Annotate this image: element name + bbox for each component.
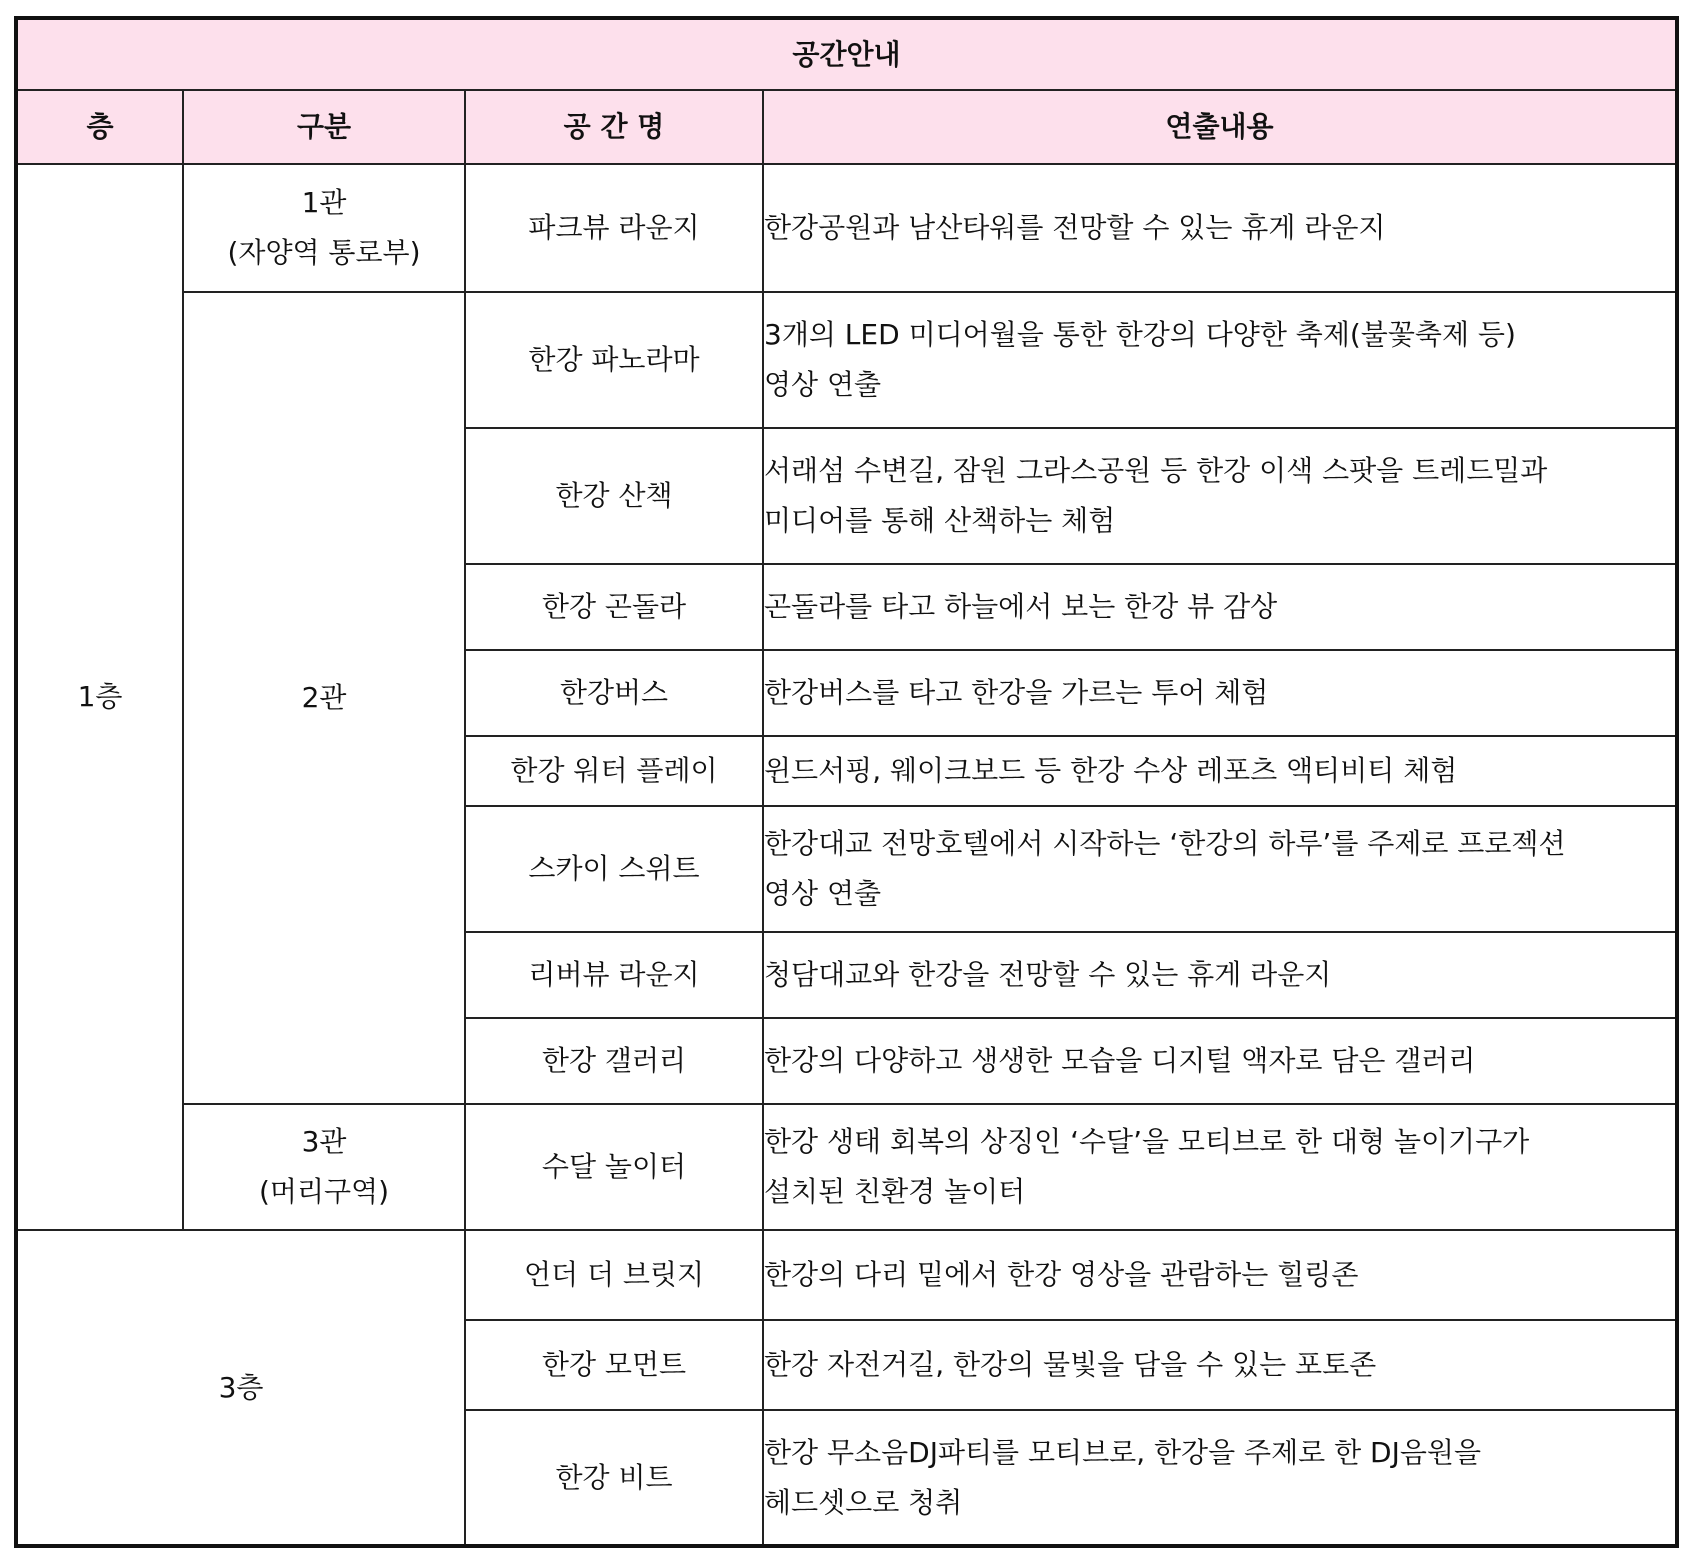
table-row — [16, 292, 1677, 428]
space-name: 한강 곤돌라 — [465, 564, 763, 650]
description-line: 한강대교 전망호텔에서 시작하는 ‘한강의 하루’를 주제로 프로젝션 — [764, 827, 1566, 860]
space-description: 한강공원과 남산타워를 전망할 수 있는 휴게 라운지 — [763, 164, 1677, 292]
floor-3-cell: 3층 — [16, 1230, 465, 1546]
space-name: 한강 워터 플레이 — [465, 736, 763, 806]
section-2-cell: 2관 — [183, 292, 465, 1104]
description-line: 영상 연출 — [764, 368, 882, 401]
floor-1-cell: 1층 — [16, 164, 183, 1230]
space-description — [763, 1104, 1677, 1230]
space-name: 한강버스 — [465, 650, 763, 736]
table-row — [16, 1104, 1677, 1230]
space-name: 수달 놀이터 — [465, 1104, 763, 1230]
section-1-cell — [183, 164, 465, 292]
space-name: 한강 파노라마 — [465, 292, 763, 428]
space-description: 윈드서핑, 웨이크보드 등 한강 수상 레포츠 액티비티 체험 — [763, 736, 1677, 806]
space-name: 한강 산책 — [465, 428, 763, 564]
description-line: 한강 생태 회복의 상징인 ‘수달’을 모티브로 한 대형 놀이기구가 — [764, 1125, 1530, 1158]
section-1-area: (자양역 통로부) — [227, 236, 421, 269]
space-description: 한강 자전거길, 한강의 물빛을 담을 수 있는 포토존 — [763, 1320, 1677, 1410]
space-name: 언더 더 브릿지 — [465, 1230, 763, 1320]
description-line: 한강 무소음DJ파티를 모티브로, 한강을 주제로 한 DJ음원을 — [764, 1435, 1481, 1469]
section-3-cell — [183, 1104, 465, 1230]
space-description — [763, 1410, 1677, 1546]
space-description — [763, 806, 1677, 932]
table-row — [16, 164, 1677, 292]
space-description — [763, 292, 1677, 428]
section-3-area: (머리구역) — [258, 1175, 390, 1208]
description-line: 헤드셋으로 청취 — [764, 1485, 963, 1519]
space-name: 리버뷰 라운지 — [465, 932, 763, 1018]
table-row — [16, 1230, 1677, 1320]
title-row — [16, 18, 1677, 90]
space-description: 한강의 다리 밑에서 한강 영상을 관람하는 힐링존 — [763, 1230, 1677, 1320]
description-line: 3개의 LED 미디어월을 통한 한강의 다양한 축제(불꽃축제 등) — [764, 318, 1516, 351]
space-name: 한강 갤러리 — [465, 1018, 763, 1104]
header-section: 구분 — [183, 90, 465, 164]
section-1-name: 1관 — [301, 186, 347, 219]
description-line: 설치된 친환경 놀이터 — [764, 1175, 1026, 1208]
section-3-name: 3관 — [301, 1125, 347, 1158]
space-name: 파크뷰 라운지 — [465, 164, 763, 292]
space-name: 스카이 스위트 — [465, 806, 763, 932]
header-row — [16, 90, 1677, 164]
space-description: 곤돌라를 타고 하늘에서 보는 한강 뷰 감상 — [763, 564, 1677, 650]
table-title: 공간안내 — [16, 18, 1677, 90]
header-space-name: 공 간 명 — [465, 90, 763, 164]
header-content: 연출내용 — [763, 90, 1677, 164]
space-description: 청담대교와 한강을 전망할 수 있는 휴게 라운지 — [763, 932, 1677, 1018]
space-name: 한강 모먼트 — [465, 1320, 763, 1410]
space-name: 한강 비트 — [465, 1410, 763, 1546]
header-floor: 층 — [16, 90, 183, 164]
space-description: 한강의 다양하고 생생한 모습을 디지털 액자로 담은 갤러리 — [763, 1018, 1677, 1104]
space-description: 한강버스를 타고 한강을 가르는 투어 체험 — [763, 650, 1677, 736]
description-line: 영상 연출 — [764, 877, 882, 910]
description-line: 서래섬 수변길, 잠원 그라스공원 등 한강 이색 스팟을 트레드밀과 — [764, 454, 1548, 487]
space-description — [763, 428, 1677, 564]
description-line: 미디어를 통해 산책하는 체험 — [764, 504, 1116, 537]
space-guide-table — [14, 16, 1679, 1548]
